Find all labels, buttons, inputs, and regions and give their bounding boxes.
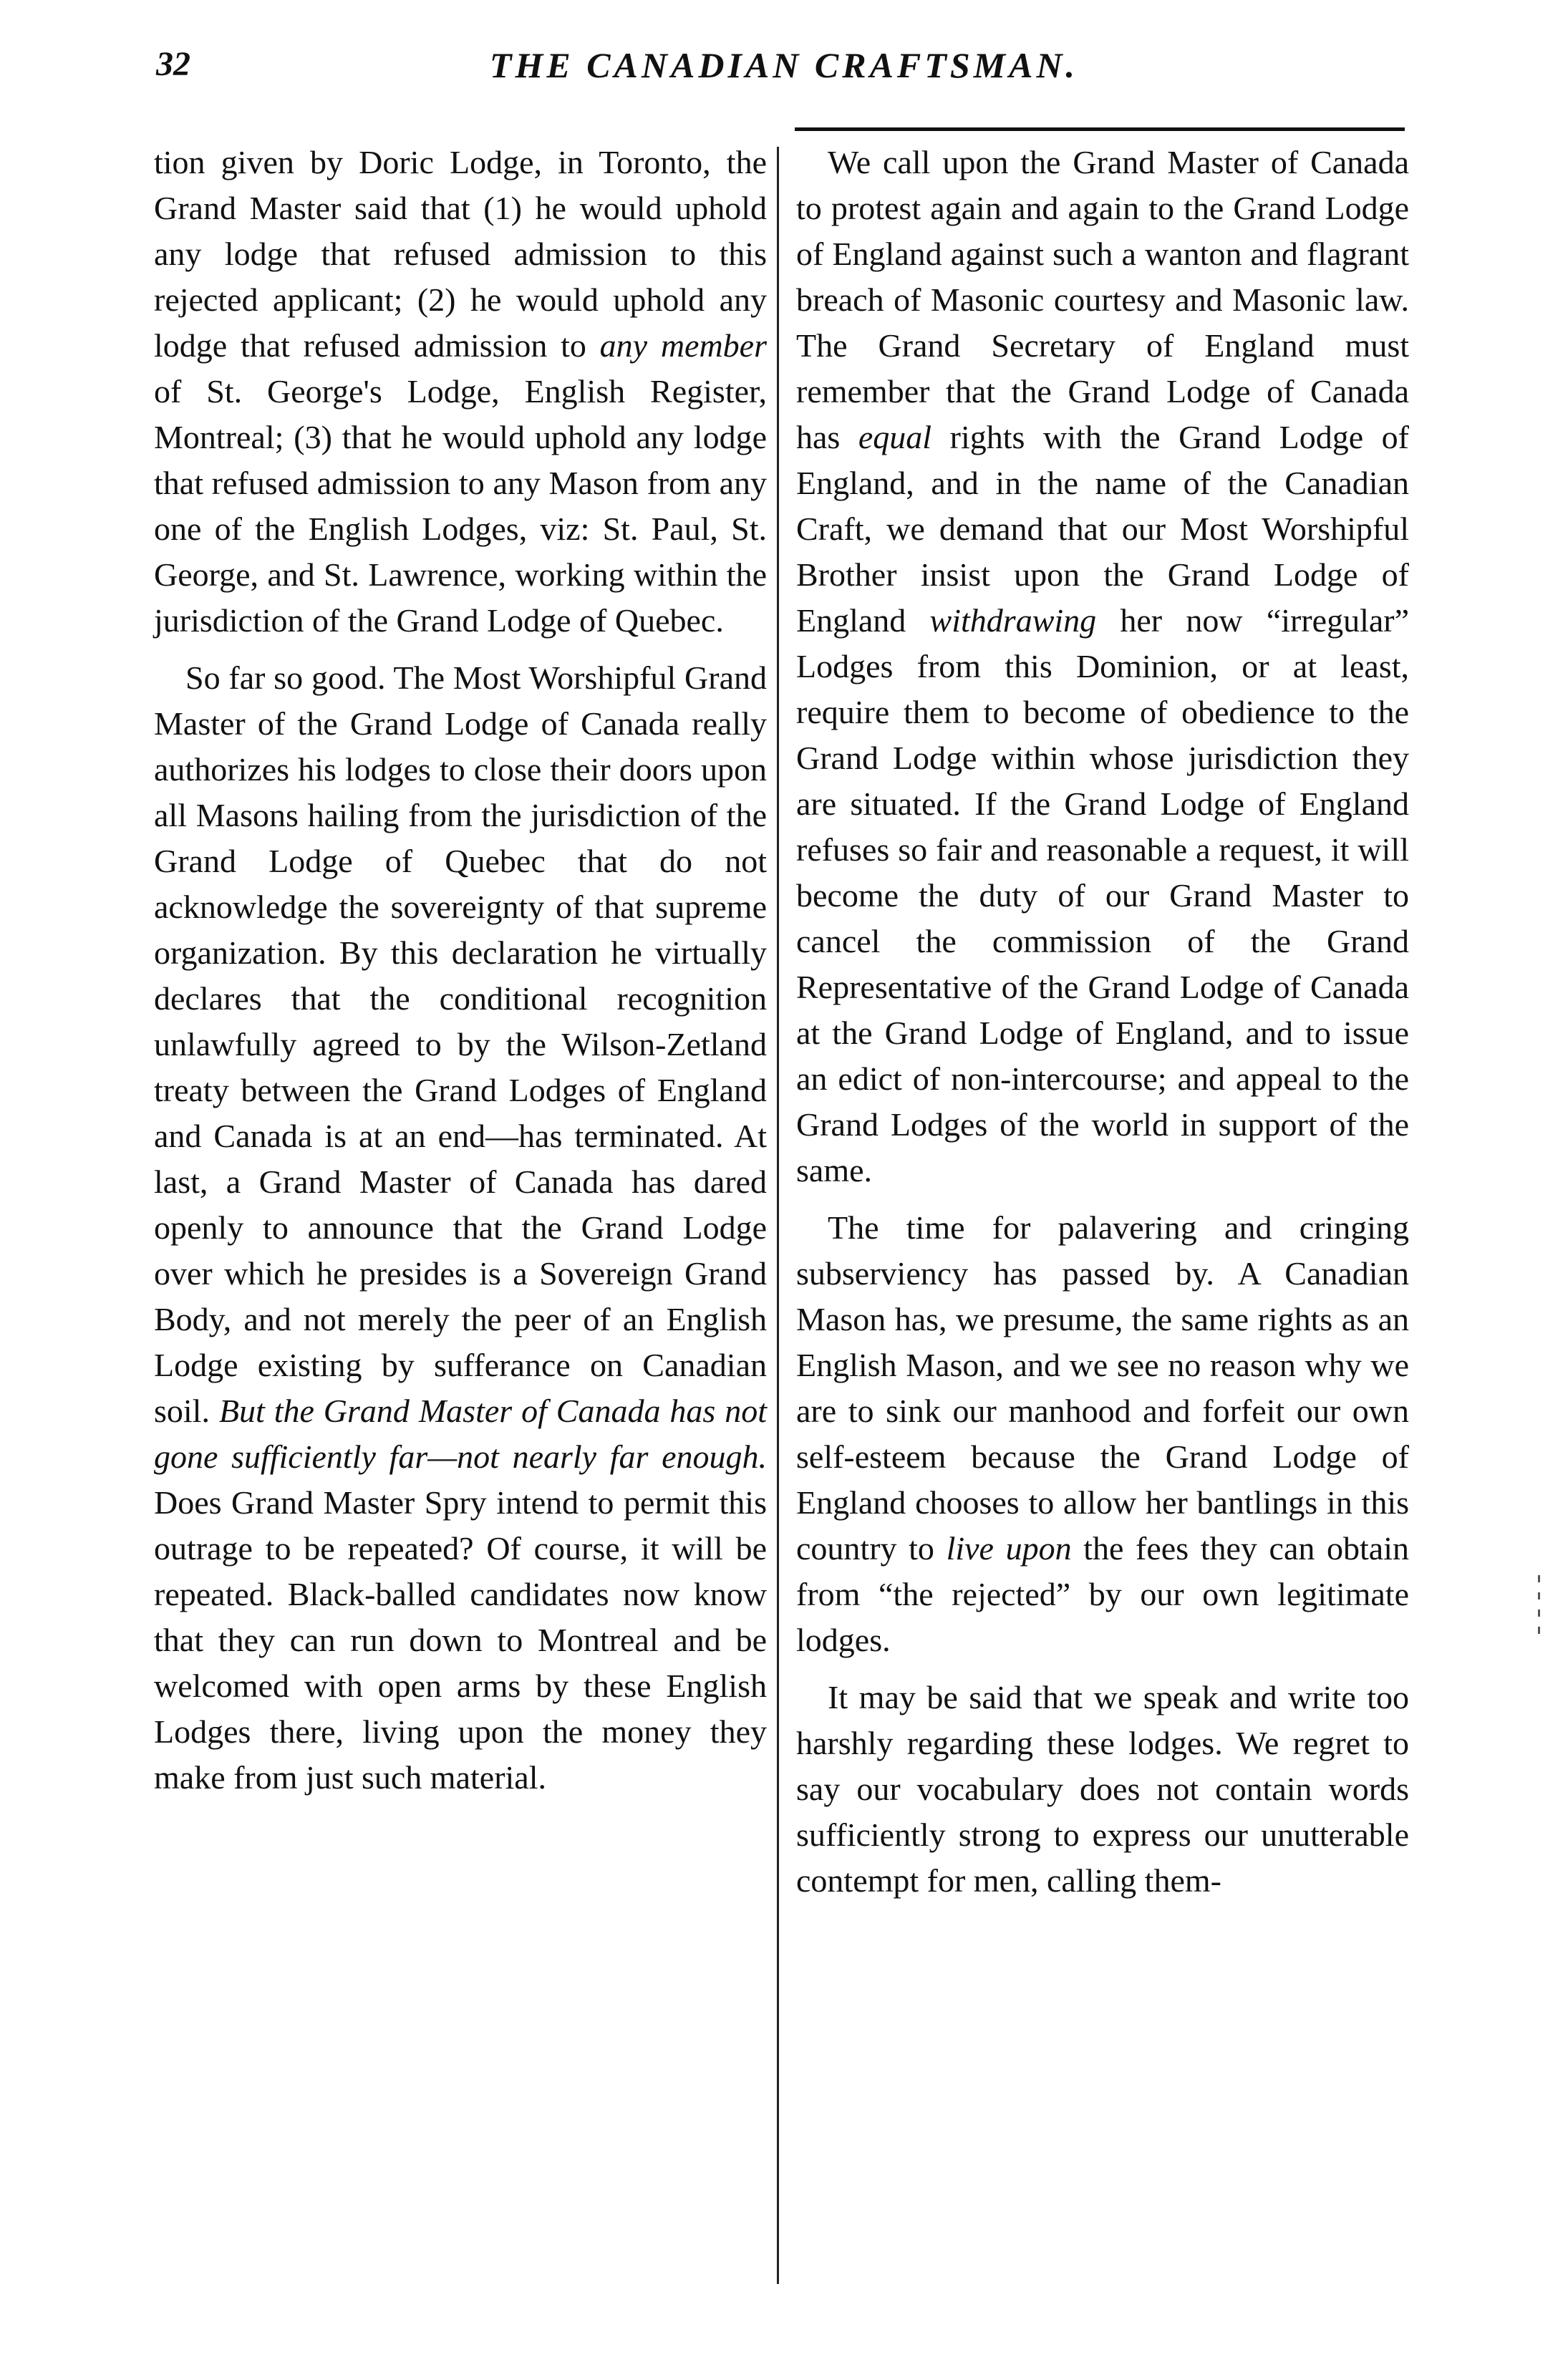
margin-scan-marks [1538, 1575, 1549, 1704]
scan-mark [1538, 1575, 1540, 1582]
italic-text-run: any member [599, 327, 768, 364]
right-paragraph-2 [796, 1205, 1409, 1663]
scan-mark [1538, 1627, 1540, 1634]
column-divider [777, 147, 779, 2284]
right-paragraph-3 [796, 1675, 1409, 1904]
italic-text-run: withdrawing [929, 602, 1097, 639]
left-column [154, 140, 767, 1801]
right-column [796, 140, 1409, 1904]
left-paragraph-1 [154, 140, 767, 644]
italic-text-run: equal [858, 419, 932, 455]
text-run: her now “irregular” Lodges from this Dominion, or at least, require them to become of obedience to the Grand Lodge within whose jurisdiction they are situated. If the Grand Lodge of England refuses so fair and reasonable a request, it will become the duty of our Grand Master to cancel the commission of the Grand Representative of the Grand Lodge of Canada at the Grand Lodge of England, and to issue an edict of non-intercourse; and appeal to the Grand Lodges of the world in support of the same. [796, 602, 1410, 1189]
text-run: the fees they can obtain from “the rejected” by our own legitimate lodges. [796, 1530, 1409, 1658]
text-run: Does Grand Master Spry intend to permit this outrage to be repeated? Of course, it will be repeated. Black-balled candidates now know that they can run down to Montreal and be welcomed with open arms by these English Lodges there, living upon the money they make from just such material. [154, 1484, 767, 1796]
left-paragraph-2 [154, 655, 767, 1801]
text-run: We call upon the Grand Master of Canada to protest again and again to the Grand Lodge of England against such a wanton and flagrant breach of Masonic courtesy and Masonic law. The Grand Secretary of England must remember that the Grand Lodge of Canada has [796, 144, 1409, 455]
text-run: tion given by Doric Lodge, in Toronto, the Grand Master said that (1) he would uphold any lodge that refused admission to this rejected applicant; (2) he would uphold any lodge that refused admission to [154, 144, 767, 364]
scan-mark [1538, 1610, 1540, 1617]
text-run: of St. George's Lodge, English Register, Montreal; (3) that he would uphold any lodge that refused admission to any Mason from any one of the English Lodges, viz: St. Paul, St. George, and St. Lawrence, working within the jurisdiction of the Grand Lodge of Quebec. [154, 373, 767, 639]
page-number: 32 [156, 45, 190, 83]
text-run: It may be said that we speak and write too harshly regarding these lodges. We regret to say our vocabulary does not contain words sufficiently strong to express our unutterable contempt for men, calling them- [796, 1679, 1409, 1899]
text-run: The time for palavering and cringing subserviency has passed by. A Canadian Mason has, we presume, the same rights as an English Mason, and we see no reason why we are to sink our manhood and forfeit our own self-esteem because the Grand Lodge of England chooses to allow her bantlings in this country to [796, 1209, 1409, 1567]
running-title: THE CANADIAN CRAFTSMAN. [489, 45, 1079, 85]
text-run: So far so good. The Most Worshipful Grand Master of the Grand Lodge of Canada really authorizes his lodges to close their doors upon all Masons hailing from the jurisdiction of the Grand Lodge of Quebec that do not acknowledge the sovereignty of that supreme organization. By this declaration he virtually declares that the conditional recognition unlawfully agreed to by the Wilson-Zetland treaty between the Grand Lodges of England and Canada is at an end—has terminated. At last, a Grand Master of Canada has dared openly to announce that the Grand Lodge over which he presides is a Sovereign Grand Body, and not merely the peer of an English Lodge existing by sufferance on Canadian soil. [154, 659, 767, 1429]
header-rule [795, 127, 1405, 131]
text-run: rights with the Grand Lodge of England, and in the name of the Canadian Craft, we demand that our Most Worshipful Brother insist upon the Grand Lodge of England [796, 419, 1410, 639]
italic-text-run: But the Grand Master of Canada has not gone sufficiently far—not nearly far enough. [154, 1393, 767, 1475]
italic-text-run: live upon [946, 1530, 1072, 1567]
scan-mark [1538, 1592, 1540, 1599]
right-paragraph-1 [796, 140, 1409, 1194]
